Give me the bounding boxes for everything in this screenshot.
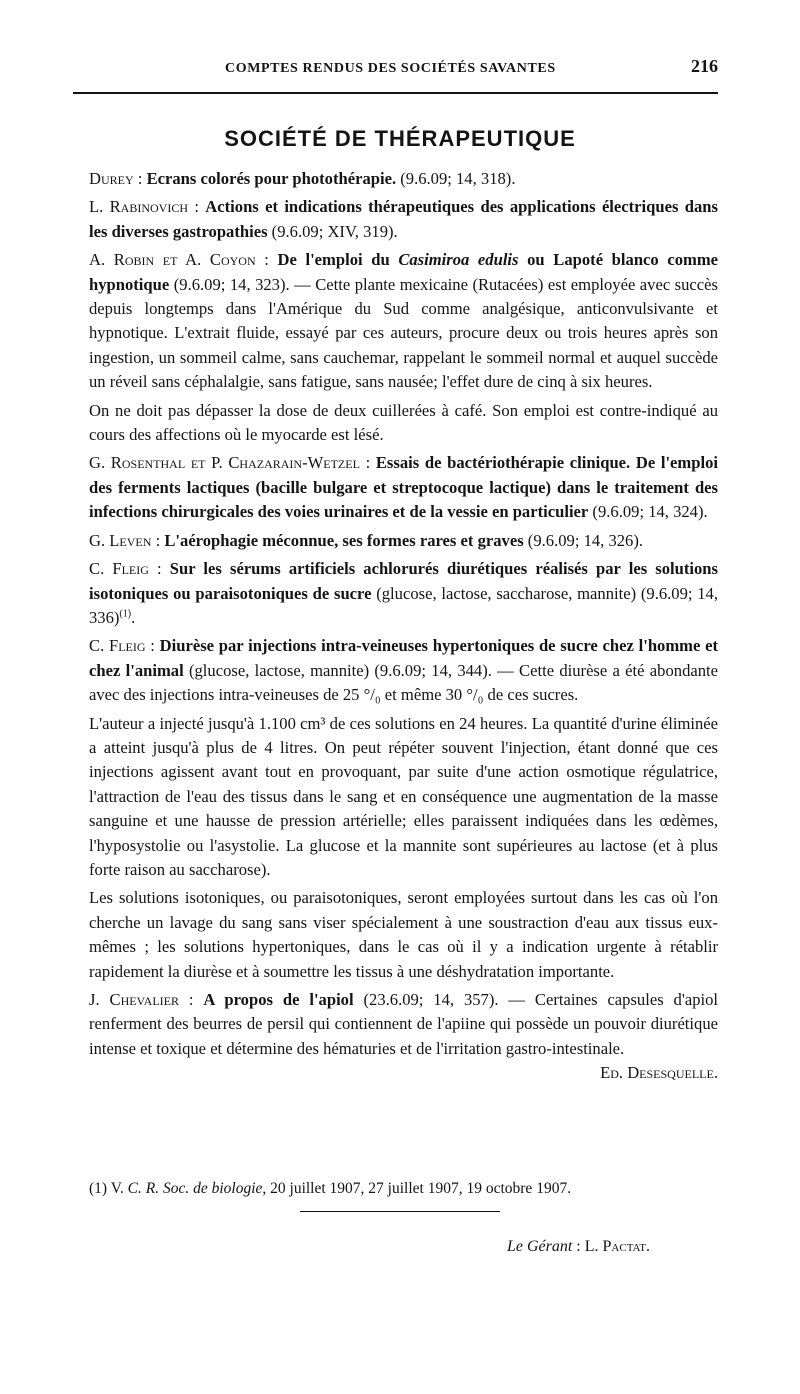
entry-title-continued: ou Lapoté blanco comme hypnotique (89, 250, 719, 294)
entry-title: Sur les sérums artificiels achlorurés diurétiques réalisés par les solutions isotoniques ou paraisotoniques de sucre (89, 559, 718, 603)
header-rule (73, 92, 718, 94)
entry-title: De l'emploi du (277, 250, 399, 270)
entry-durey: Durey : Ecrans colorés pour photothérapie. (9.6.09; 14, 318). (89, 169, 516, 188)
entry-text: (23.6.09; 14, 357). — Certaines capsules d'apiol renferment des beurres de persil qui contiennent de l'apiine qui possède un pouvoir diurétique intense et toxique et détermine des hématuries et de l'irritation gastro-intestinale. (89, 990, 719, 1058)
gerant-line: Le Gérant : L. Pactat. (506, 1238, 650, 1255)
page-number: 216 (691, 56, 718, 76)
entry-author: L. Rabinovich (89, 197, 189, 217)
running-title: COMPTES RENDUS DES SOCIÉTÉS SAVANTES (225, 61, 556, 76)
entry-fleig-2: C. Fleig : Diurèse par injections intra-veineuses hypertoniques de sucre chez l'homme et chez l'animal (glucose, lactose, mannite) (9.6.09; 14, 344). — Cette diurèse a été abondante avec des injections intra-veineuses de 25 °/₀ et même 30 °/₀ de ces sucres. (89, 636, 718, 705)
entry-author: C. Fleig (89, 636, 146, 656)
entry-fleig-1: C. Fleig : Sur les sérums artificiels achlorurés diurétiques réalisés par les solutions isotoniques ou paraisotoniques de sucre (glucose, lactose, saccharose, mannite) (9.6.09; 14, 336)$^{(1)}$. (89, 559, 718, 627)
entry-leven: G. Leven : L'aérophagie méconnue, ses formes rares et graves (9.6.09; 14, 326). (89, 530, 644, 550)
entry-rosenthal: G. Rosenthal et P. Chazarain-Wetzel : Essais de bactériothérapie clinique. De l'emploi des ferments lactiques (bacille bulgare et streptocoque lactique) dans le traitement des infections chirurgicales des voies urinaires et de la vessie en particulier (9.6.09; 14, 324). (89, 453, 718, 522)
entry-chevalier: J. Chevalier : A propos de l'apiol (23.6.09; 14, 357). — Certaines capsules d'apiol renferment des beurres de persil qui contiennent de l'apiine qui possède un pouvoir diurétique intense et toxique et détermine des hématuries et de l'irritation gastro-intestinale. Ed. Desesquelle. (89, 988, 718, 1061)
entry-title: Actions et indications thérapeutiques des applications électriques dans les diverses gastropathies (89, 197, 718, 241)
entry-text: (9.6.09; 14, 323). — Cette plante mexicaine (Rutacées) est employée avec succès depuis longtemps dans l'Amérique du Sud comme analgésique, anticonvulsivante et hypnotique. L'extrait fluide, essayé par ces auteurs, procure deux ou trois heures après son ingestion, un sommeil calme, sans cauchemar, rappelant le sommeil normal et auquel succède un réveil sans céphalalgie, sans fatigue, sans nausée; l'effet dure de cinq à six heures. (89, 274, 718, 392)
entry-author: C. Fleig (89, 559, 149, 579)
entry-rabinovich: L. Rabinovich : Actions et indications thérapeutiques des applications électriques dans les diverses gastropathies (9.6.09; XIV, 319). (89, 197, 718, 241)
entry-author: Durey (89, 169, 134, 188)
footnote-rule (300, 1211, 500, 1212)
signature: Ed. Desesquelle. (600, 1063, 718, 1083)
entry-author: J. Chevalier (89, 990, 180, 1009)
entry-fleig-2-paragraph-2: L'auteur a injecté jusqu'à 1.100 cm³ de ces solutions en 24 heures. La quantité d'urine éliminée a atteint jusqu'à plus de 4 litres. On peut répéter souvent l'injection, étant donné que ces injections agissent avant tout en provoquant, par suite d'une action osmotique régulatrice, l'attraction de l'eau des tissus dans le sang et en conséquence une augmentation de la masse sanguine et une hausse de pression artérielle; elles paraissent indiquées dans les œdèmes, l'hyposystolie ou l'asystolie. La glucose et la mannite sont supérieures au lactose (et à plus forte raison au saccharose). (89, 713, 718, 879)
entry-reference: (9.6.09; 14, 324). (588, 502, 708, 522)
entry-reference: (glucose, lactose, saccharose, mannite) (9.6.09; 14, 336) (89, 583, 718, 627)
gerant-name: L. Pactat. (584, 1238, 650, 1255)
entry-title: L'aérophagie méconnue, ses formes rares et graves (164, 530, 524, 550)
entry-author: G. Rosenthal et P. Chazarain-Wetzel (89, 453, 360, 473)
entry-title: A propos de l'apiol (203, 990, 354, 1009)
entry-author: G. Leven (89, 530, 152, 550)
entry-fleig-2-paragraph-3: Les solutions isotoniques, ou paraisotoniques, seront employées surtout dans les cas où l'on cherche un lavage du sang sans viser spécialement à une soustraction d'eau aux tissus eux-mêmes ; les solutions hypertoniques, dans le cas où il y a indication urgente à rétablir rapidement la diurèse et à soumettre les tissus à une déshydratation importante. (89, 888, 718, 981)
footnote: (1) V. C. R. Soc. de biologie, 20 juillet 1907, 27 juillet 1907, 19 octobre 1907. (89, 1180, 572, 1197)
footnote-journal: C. R. Soc. de biologie (127, 1180, 263, 1197)
entry-reference: (9.6.09; XIV, 319). (267, 221, 398, 241)
section-title: SOCIÉTÉ DE THÉRAPEUTIQUE (224, 126, 576, 151)
article-body (89, 167, 718, 1086)
entry-robin-coyon: A. Robin et A. Coyon : De l'emploi du Casimiroa edulis ou Lapoté blanco comme hypnotique (9.6.09; 14, 323). — Cette plante mexicaine (Rutacées) est employée avec succès depuis longtemps dans l'Amérique du Sud comme analgésique, anticonvulsivante et hypnotique. L'extrait fluide, essayé par ces auteurs, procure deux ou trois heures après son ingestion, un sommeil calme, sans cauchemar, rappelant le sommeil normal et auquel succède un réveil sans céphalalgie, sans fatigue, sans nausée; l'effet dure de cinq à six heures. (89, 250, 719, 392)
entry-title: Ecrans colorés pour photothérapie. (146, 169, 397, 188)
entry-author: A. Robin et A. Coyon (89, 250, 256, 270)
entry-robin-coyon-paragraph-2: On ne doit pas dépasser la dose de deux cuillerées à café. Son emploi est contre-indiqué au cours des affections où le myocarde est lésé. (89, 400, 718, 445)
entry-title: Diurèse par injections intra-veineuses hypertoniques de sucre chez l'homme et chez l'animal (89, 636, 718, 680)
gerant-label: Le Gérant (506, 1238, 573, 1255)
entry-text: (glucose, lactose, mannite) (9.6.09; 14, 344). — Cette diurèse a été abondante avec des injections intra-veineuses de 25 °/₀ et même 30 °/₀ de ces sucres. (89, 660, 718, 705)
footnote-number: (1) (89, 1180, 108, 1197)
entry-reference: (9.6.09; 14, 318). (396, 169, 516, 188)
footnote-mark: (1) (119, 608, 132, 620)
entry-reference: (9.6.09; 14, 326). (523, 530, 644, 550)
running-header (73, 54, 718, 94)
entry-title-species: Casimiroa edulis (398, 250, 519, 270)
entry-title: Essais de bactériothérapie clinique. De l'emploi des ferments lactiques (bacille bulgare et streptocoque lactique) dans le traitement des infections chirurgicales des voies urinaires et de la vessie en particulier (89, 453, 718, 522)
